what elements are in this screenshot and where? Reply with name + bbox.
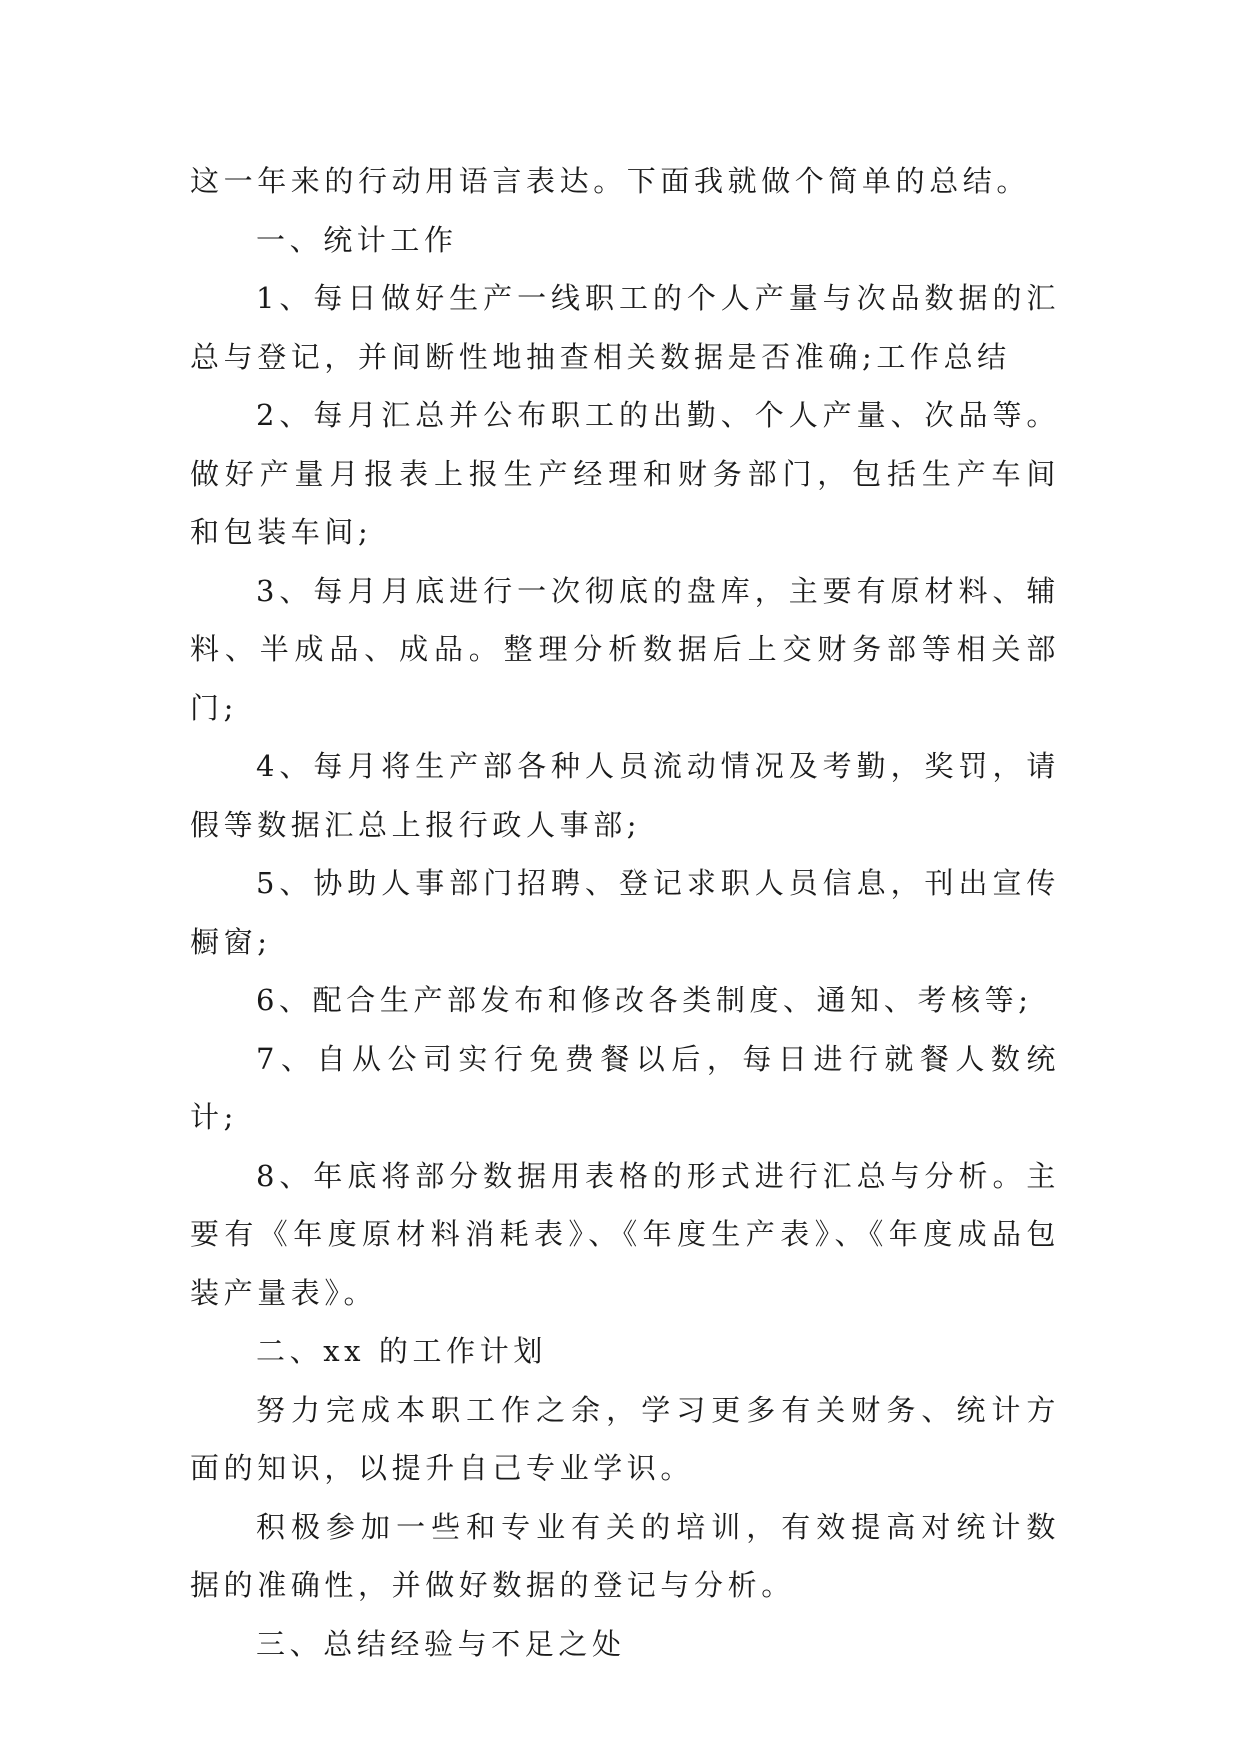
list-item-8: 8、年底将部分数据用表格的形式进行汇总与分析。主要有《年度原材料消耗表》、《年度生产表》、《年度成品包装产量表》。 xyxy=(190,1158,1060,1310)
list-item-5: 5、协助人事部门招聘、登记求职人员信息，刊出宣传橱窗; xyxy=(190,866,1060,959)
paragraph-intro-tail: 这一年来的行动用语言表达。下面我就做个简单的总结。 xyxy=(190,164,1031,198)
section-heading-work-plan: 二、xx 的工作计划 xyxy=(256,1334,547,1368)
list-item-7: 7、自从公司实行免费餐以后，每日进行就餐人数统计; xyxy=(190,1041,1060,1134)
plan-paragraph-2: 积极参加一些和专业有关的培训，有效提高对统计数据的准确性，并做好数据的登记与分析。 xyxy=(190,1509,1060,1602)
list-item-4: 4、每月将生产部各种人员流动情况及考勤，奖罚，请假等数据汇总上报行政人事部; xyxy=(190,749,1060,842)
list-item-3: 3、每月月底进行一次彻底的盘库，主要有原材料、辅料、半成品、成品。整理分析数据后上交财务部等相关部门; xyxy=(190,573,1060,725)
section-heading-statistics-work: 一、统计工作 xyxy=(256,222,458,257)
plan-paragraph-1: 努力完成本职工作之余，学习更多有关财务、统计方面的知识，以提升自己专业学识。 xyxy=(190,1392,1060,1485)
list-item-1: 1、每日做好生产一线职工的个人产量与次品数据的汇总与登记，并间断性地抽查相关数据是否准确;工作总结 xyxy=(190,281,1060,374)
section-heading-summary: 三、总结经验与不足之处 xyxy=(256,1626,626,1661)
document-body xyxy=(190,152,1060,1673)
list-item-2: 2、每月汇总并公布职工的出勤、个人产量、次品等。做好产量月报表上报生产经理和财务部门，包括生产车间和包装车间; xyxy=(190,398,1060,549)
list-item-6: 6、配合生产部发布和修改各类制度、通知、考核等; xyxy=(256,983,1033,1017)
